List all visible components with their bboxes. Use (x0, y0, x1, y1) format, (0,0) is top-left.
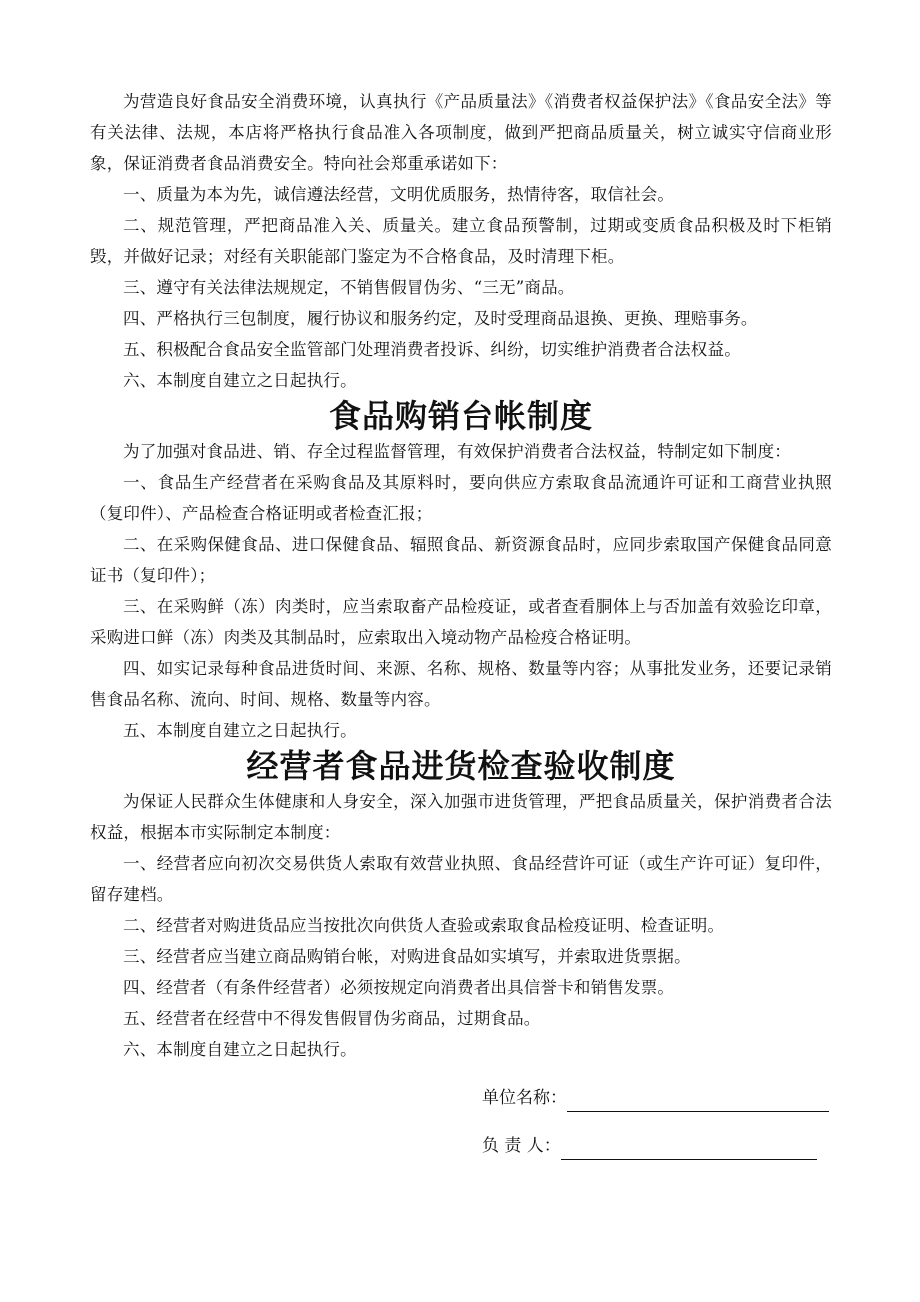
intro-paragraph: 为营造良好食品安全消费环境，认真执行《产品质量法》《消费者权益保护法》《食品安全法》等有关法律、法规，本店将严格执行食品准入各项制度，做到严把商品质量关，树立诚实守信商业形象，保证消费者食品消费安全。特向社会郑重承诺如下： (90, 92, 832, 173)
section2-item-3: 三、经营者应当建立商品购销台帐，对购进食品如实填写，并索取进货票据。 (123, 947, 691, 966)
intro-item-4: 四、严格执行三包制度，履行协议和服务约定，及时受理商品退换、更换、理赔事务。 (123, 309, 758, 328)
section2-item-6: 六、本制度自建立之日起执行。 (123, 1040, 357, 1059)
section1-item-2: 二、在采购保健食品、进口保健食品、辐照食品、新资源食品时，应同步索取国产保健食品同意证书（复印件）； (90, 535, 832, 585)
unit-name-field (482, 1084, 829, 1112)
unit-name-line (567, 1089, 829, 1112)
intro-item-2: 二、规范管理，严把商品准入关、质量关。建立食品预警制，过期或变质食品积极及时下柜销毁，并做好记录；对经有关职能部门鉴定为不合格食品，及时清理下柜。 (90, 216, 832, 266)
section2-item-1: 一、经营者应向初次交易供货人索取有效营业执照、食品经营许可证（或生产许可证）复印件，留存建档。 (90, 854, 832, 904)
person-in-charge-line (561, 1137, 817, 1160)
section2-item-5: 五、经营者在经营中不得发售假冒伪劣商品，过期食品。 (123, 1009, 541, 1028)
section2-item-4: 四、经营者（有条件经营者）必须按规定向消费者出具信誉卡和销售发票。 (123, 978, 675, 997)
section1-item-3: 三、在采购鲜（冻）肉类时，应当索取畜产品检疫证，或者查看胴体上与否加盖有效验讫印章，采购进口鲜（冻）肉类及其制品时，应索取出入境动物产品检疫合格证明。 (90, 597, 832, 647)
unit-name-label: 单位名称： (482, 1088, 567, 1108)
intro-item-5: 五、积极配合食品安全监管部门处理消费者投诉、纠纷，切实维护消费者合法权益。 (123, 340, 741, 359)
section1-item-5: 五、本制度自建立之日起执行。 (123, 721, 357, 740)
section1-item-4: 四、如实记录每种食品进货时间、来源、名称、规格、数量等内容；从事批发业务，还要记录销售食品名称、流向、时间、规格、数量等内容。 (90, 659, 832, 709)
person-in-charge-field (482, 1132, 817, 1160)
person-in-charge-label: 负 责 人： (482, 1136, 561, 1156)
section2-item-2: 二、经营者对购进货品应当按批次向供货人查验或索取食品检疫证明、检查证明。 (123, 916, 725, 935)
section1-intro: 为了加强对食品进、销、存全过程监督管理，有效保护消费者合法权益，特制定如下制度： (123, 442, 791, 461)
section2-intro: 为保证人民群众生体健康和人身安全，深入加强市进货管理，严把食品质量关，保护消费者合法权益，根据本市实际制定本制度： (90, 792, 832, 842)
section1-title: 食品购销台帐制度 (328, 397, 593, 435)
section1-item-1: 一、食品生产经营者在采购食品及其原料时，要向供应方索取食品流通许可证和工商营业执照（复印件）、产品检查合格证明或者检查汇报； (90, 473, 832, 523)
section2-title: 经营者食品进货检查验收制度 (246, 747, 676, 785)
intro-item-3: 三、遵守有关法律法规规定，不销售假冒伪劣、“三无”商品。 (123, 278, 575, 297)
intro-item-1: 一、质量为本为先，诚信遵法经营，文明优质服务，热情待客，取信社会。 (123, 185, 675, 204)
intro-item-6: 六、本制度自建立之日起执行。 (123, 371, 357, 390)
document-body (90, 86, 832, 1065)
